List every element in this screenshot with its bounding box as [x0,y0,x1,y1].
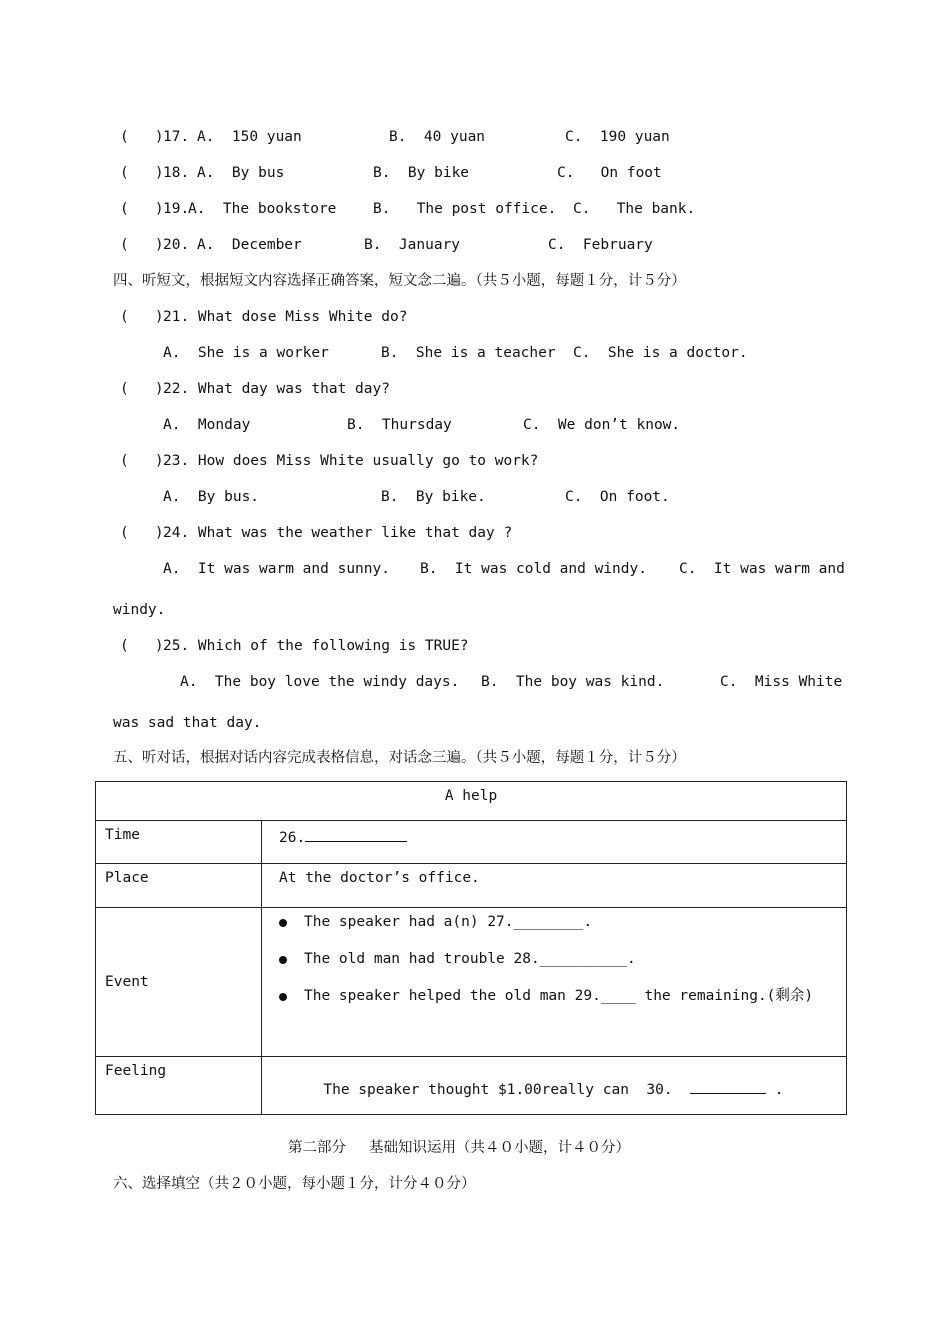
section-6-heading: 六、选择填空（共２０小题，每小题１分，计分４０分） [113,1176,476,1192]
option-b: B. The post office. [373,201,557,217]
option-c: C. On foot [557,165,662,181]
question-text: 24. What was the weather like that day ? [163,525,513,541]
section-4-heading: 四、听短文，根据短文内容选择正确答案，短文念二遍。（共５小题，每题１分，计５分） [113,273,686,289]
info-table [95,781,847,1115]
option-a: A. Monday [163,417,251,433]
option-b: B. It was cold and windy. [420,561,647,577]
option-b: B. By bike. [381,489,486,505]
option-c: C. 190 yuan [565,129,670,145]
question-text: 23. How does Miss White usually go to work? [163,453,539,469]
answer-blank-27[interactable]: ________ [513,914,584,930]
event-after: . [627,951,636,967]
answer-paren: ( ) [120,201,164,217]
option-c-continued: was sad that day. [113,715,262,731]
answer-paren: ( ) [120,453,164,469]
table-row-event [96,908,847,1057]
answer-blank-29[interactable]: ____ [600,988,636,1004]
option-c-continued: windy. [113,602,166,618]
feeling-text: The speaker thought $1.00really can 30. [323,1082,673,1098]
option-c: C. On foot. [565,489,670,505]
event-text: The speaker had a(n) 27. [304,914,514,930]
question-text: 21. What dose Miss White do? [163,309,408,325]
event-item [271,986,846,1023]
answer-paren: ( ) [120,237,164,253]
event-after: the remaining.(剩余) [635,988,814,1004]
option-a: A. She is a worker [163,345,329,361]
question-number: 19. [163,201,190,217]
answer-paren: ( ) [120,129,164,145]
answer-paren: ( ) [120,638,164,654]
event-item [271,949,846,986]
option-a: A. It was warm and sunny. [163,561,390,577]
feeling-label: Feeling [105,1063,167,1079]
bullet-icon [279,919,287,927]
table-title-row [96,782,847,821]
option-b: B. Thursday [347,417,452,433]
option-a: A. By bus. [163,489,260,505]
event-text: The old man had trouble 28. [304,951,540,967]
table-row-time [96,821,847,864]
question-number: 18. [163,165,190,181]
option-b: B. The boy was kind. [481,674,665,690]
option-a: A. By bus [197,165,285,181]
option-a: A. December [197,237,302,253]
table-row-feeling [96,1057,847,1115]
option-b: B. By bike [373,165,470,181]
event-label: Event [105,974,149,990]
option-a: A. The boy love the windy days. [180,674,460,690]
question-number: 20. [163,237,190,253]
option-c: C. It was warm and [679,561,845,577]
bullet-icon [279,956,287,964]
answer-paren: ( ) [120,381,164,397]
option-b: B. January [364,237,461,253]
option-c: C. Miss White [720,674,843,690]
answer-blank-26[interactable] [305,827,407,842]
table-title: A help [444,788,498,804]
option-c: C. February [548,237,653,253]
option-b: B. She is a teacher [381,345,556,361]
part-2-title: 第二部分 基础知识运用（共４０小题，计４０分） [288,1140,631,1156]
answer-paren: ( ) [120,525,164,541]
answer-blank-30[interactable] [690,1079,766,1094]
event-item [271,912,846,949]
answer-blank-28[interactable]: __________ [539,951,628,967]
option-a: A. 150 yuan [197,129,302,145]
option-a: A. The bookstore [188,201,337,217]
event-text: The speaker helped the old man 29. [304,988,601,1004]
answer-paren: ( ) [120,309,164,325]
place-label: Place [105,870,149,886]
section-5-heading: 五、听对话，根据对话内容完成表格信息，对话念三遍。（共５小题，每题１分，计５分） [113,750,686,766]
option-c: C. We don’t know. [523,417,681,433]
question-text: 25. Which of the following is TRUE? [163,638,469,654]
option-b: B. 40 yuan [389,129,486,145]
feeling-after: . [766,1082,784,1098]
bullet-icon [279,993,287,1001]
question-number: 17. [163,129,190,145]
answer-paren: ( ) [120,165,164,181]
time-label: Time [105,827,140,843]
question-text: 22. What day was that day? [163,381,390,397]
event-after: . [583,914,593,930]
place-value: At the doctor’s office. [279,870,480,886]
option-c: C. The bank. [573,201,696,217]
time-value: 26. [279,830,306,846]
table-row-place [96,864,847,908]
option-c: C. She is a doctor. [573,345,748,361]
